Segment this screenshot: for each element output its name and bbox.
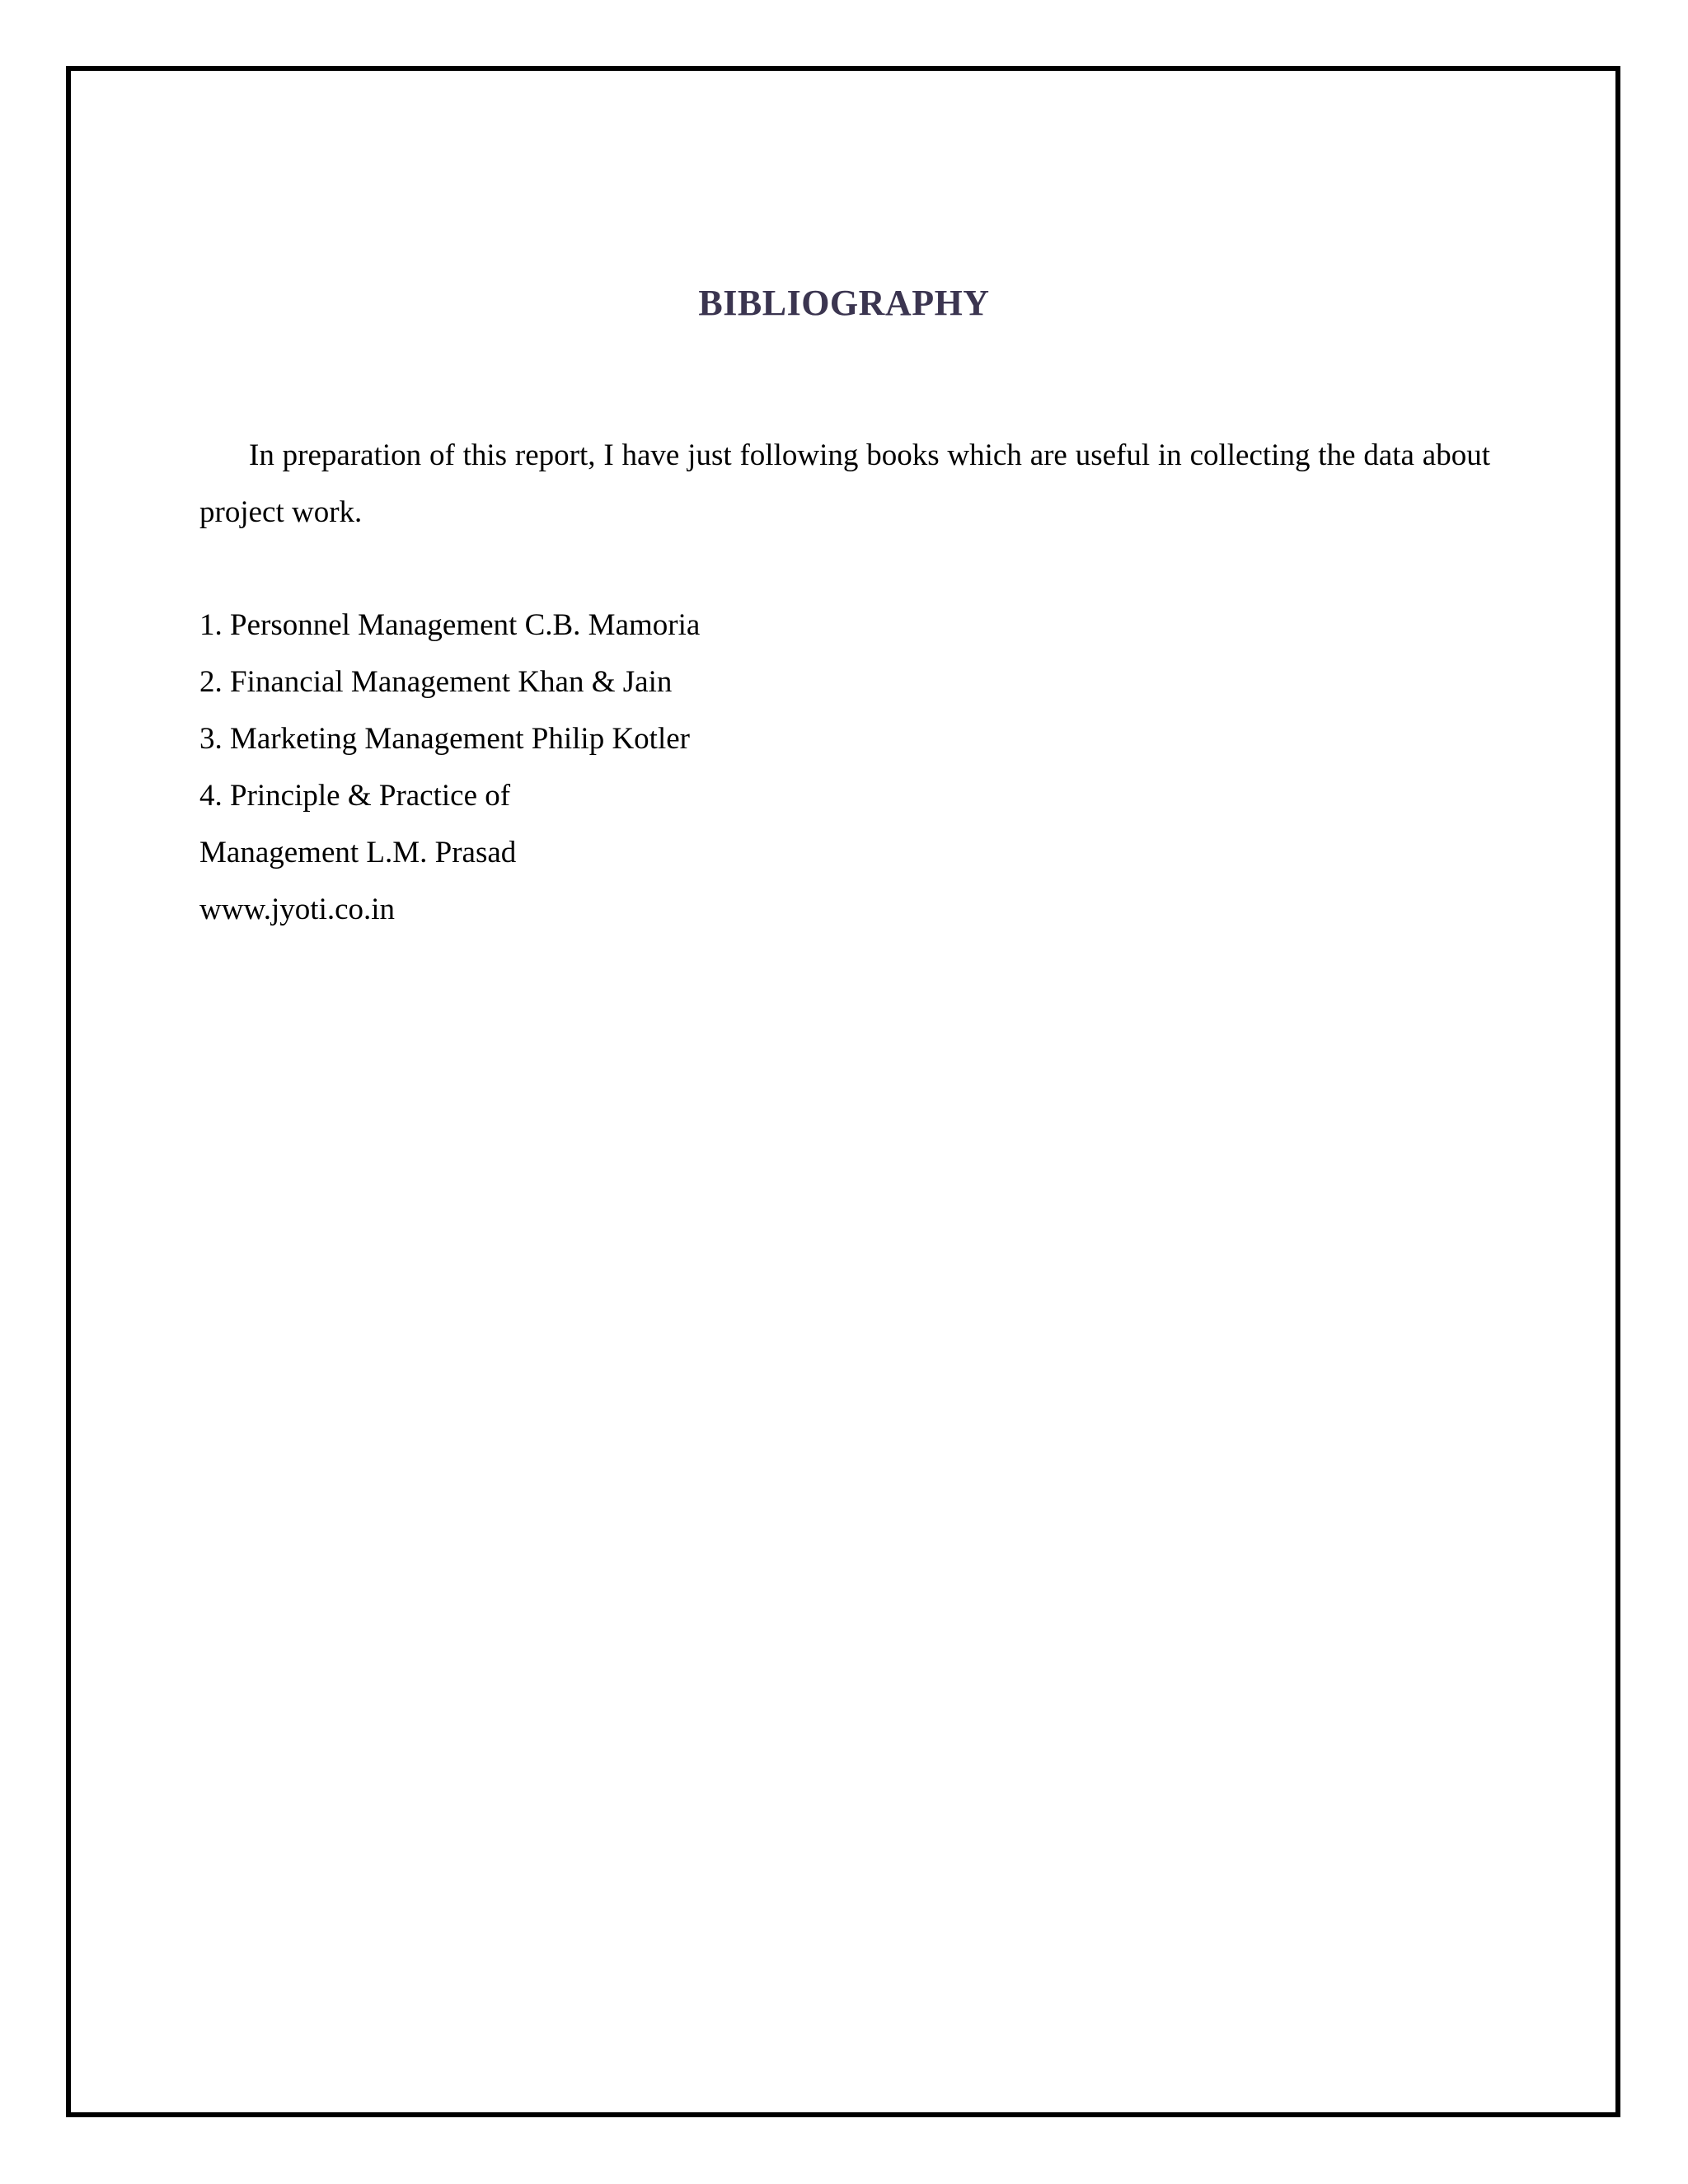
reference-item: 3. Marketing Management Philip Kotler (199, 722, 690, 756)
reference-link[interactable]: www.jyoti.co.in (199, 893, 396, 926)
page-border (66, 66, 1620, 2117)
reference-item: Management L.M. Prasad (199, 836, 517, 869)
reference-item: 4. Principle & Practice of (199, 779, 511, 813)
reference-item: 1. Personnel Management C.B. Mamoria (199, 608, 701, 642)
reference-list (199, 597, 1189, 938)
page-title: BIBLIOGRAPHY (698, 283, 990, 323)
reference-item: 2. Financial Management Khan & Jain (199, 665, 673, 699)
intro-paragraph: In preparation of this report, I have just following books which are useful in collecting the data about project work. (199, 438, 1490, 529)
